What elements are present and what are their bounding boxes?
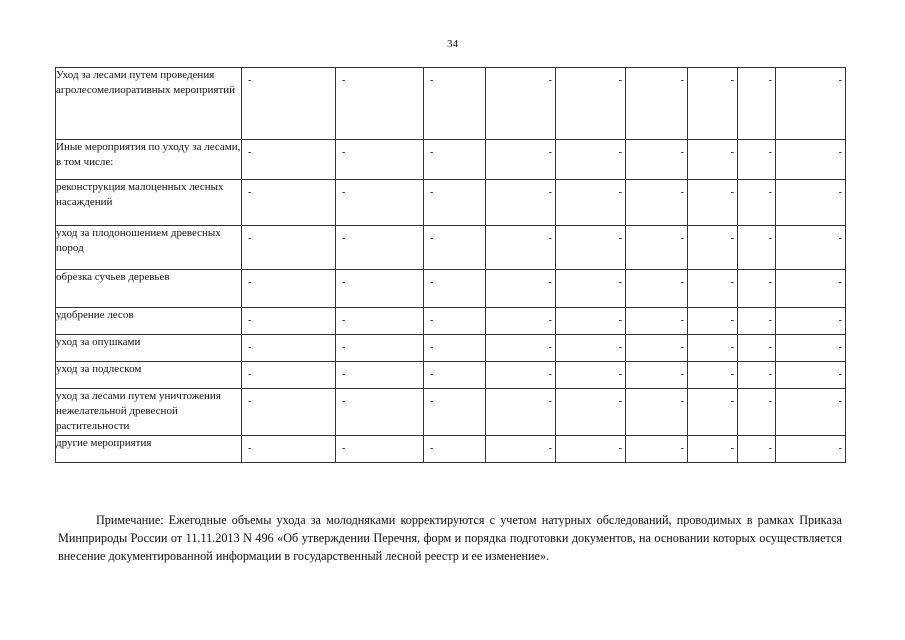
value-cell: [738, 140, 776, 180]
cell-value: -: [342, 277, 346, 288]
value-cell: [242, 226, 336, 270]
cell-value: -: [768, 147, 772, 158]
row-label: другие мероприятия: [56, 436, 242, 463]
cell-value: -: [680, 233, 684, 244]
cell-value: -: [248, 75, 252, 86]
cell-value: -: [730, 315, 734, 326]
cell-value: -: [838, 233, 842, 244]
table-row: [56, 436, 846, 463]
cell-value: -: [768, 233, 772, 244]
value-cell: [688, 389, 738, 436]
value-cell: [776, 308, 846, 335]
value-cell: [776, 335, 846, 362]
table-row: [56, 362, 846, 389]
cell-value: -: [248, 233, 252, 244]
value-cell: [776, 362, 846, 389]
value-cell: [738, 68, 776, 140]
cell-value: -: [680, 75, 684, 86]
value-cell: [424, 180, 486, 226]
value-cell: [424, 308, 486, 335]
cell-value: -: [430, 233, 434, 244]
row-label: обрезка сучьев деревьев: [56, 270, 242, 308]
value-cell: [776, 389, 846, 436]
cell-value: -: [768, 315, 772, 326]
cell-value: -: [548, 75, 552, 86]
cell-value: -: [430, 315, 434, 326]
value-cell: [486, 226, 556, 270]
value-cell: [688, 140, 738, 180]
cell-value: -: [548, 342, 552, 353]
cell-value: -: [680, 396, 684, 407]
cell-value: -: [248, 315, 252, 326]
table-row: [56, 270, 846, 308]
cell-value: -: [680, 369, 684, 380]
value-cell: [486, 308, 556, 335]
row-label: реконструкция малоценных лесных насаждений: [56, 180, 242, 226]
value-cell: [556, 335, 626, 362]
value-cell: [688, 436, 738, 463]
value-cell: [776, 270, 846, 308]
cell-value: -: [618, 187, 622, 198]
table-row: [56, 308, 846, 335]
value-cell: [336, 270, 424, 308]
value-cell: [626, 389, 688, 436]
cell-value: -: [248, 277, 252, 288]
cell-value: -: [618, 369, 622, 380]
cell-value: -: [768, 75, 772, 86]
cell-value: -: [768, 187, 772, 198]
value-cell: [738, 436, 776, 463]
value-cell: [336, 308, 424, 335]
cell-value: -: [430, 443, 434, 454]
cell-value: -: [548, 396, 552, 407]
value-cell: [626, 270, 688, 308]
value-cell: [242, 436, 336, 463]
cell-value: -: [342, 233, 346, 244]
cell-value: -: [248, 369, 252, 380]
value-cell: [556, 140, 626, 180]
cell-value: -: [548, 147, 552, 158]
cell-value: -: [730, 147, 734, 158]
value-cell: [626, 436, 688, 463]
value-cell: [336, 140, 424, 180]
cell-value: -: [342, 75, 346, 86]
value-cell: [242, 308, 336, 335]
value-cell: [424, 140, 486, 180]
cell-value: -: [342, 396, 346, 407]
value-cell: [486, 335, 556, 362]
cell-value: -: [548, 277, 552, 288]
cell-value: -: [838, 75, 842, 86]
cell-value: -: [430, 147, 434, 158]
table-row: [56, 140, 846, 180]
value-cell: [556, 436, 626, 463]
value-cell: [556, 389, 626, 436]
cell-value: -: [730, 187, 734, 198]
value-cell: [486, 68, 556, 140]
cell-value: -: [730, 369, 734, 380]
cell-value: -: [342, 342, 346, 353]
cell-value: -: [838, 277, 842, 288]
value-cell: [776, 140, 846, 180]
row-label: Иные мероприятия по уходу за лесами, в том числе:: [56, 140, 242, 180]
cell-value: -: [680, 315, 684, 326]
cell-value: -: [838, 396, 842, 407]
cell-value: -: [730, 396, 734, 407]
value-cell: [688, 226, 738, 270]
value-cell: [738, 362, 776, 389]
value-cell: [738, 270, 776, 308]
value-cell: [626, 180, 688, 226]
cell-value: -: [768, 443, 772, 454]
value-cell: [688, 335, 738, 362]
cell-value: -: [680, 187, 684, 198]
cell-value: -: [838, 315, 842, 326]
value-cell: [556, 270, 626, 308]
value-cell: [688, 308, 738, 335]
cell-value: -: [548, 443, 552, 454]
value-cell: [336, 335, 424, 362]
cell-value: -: [838, 369, 842, 380]
cell-value: -: [618, 396, 622, 407]
table-row: [56, 68, 846, 140]
cell-value: -: [248, 147, 252, 158]
cell-value: -: [342, 315, 346, 326]
cell-value: -: [768, 369, 772, 380]
cell-value: -: [430, 369, 434, 380]
row-label: Уход за лесами путем проведения агролесомелиоративных мероприятий: [56, 68, 242, 140]
value-cell: [336, 180, 424, 226]
cell-value: -: [248, 187, 252, 198]
cell-value: -: [248, 396, 252, 407]
value-cell: [424, 389, 486, 436]
cell-value: -: [730, 443, 734, 454]
value-cell: [242, 270, 336, 308]
forest-care-table: [55, 67, 846, 463]
value-cell: [776, 436, 846, 463]
row-label: уход за лесами путем уничтожения нежелательной древесной растительности: [56, 389, 242, 436]
cell-value: -: [430, 187, 434, 198]
cell-value: -: [680, 342, 684, 353]
value-cell: [776, 68, 846, 140]
value-cell: [738, 389, 776, 436]
value-cell: [626, 362, 688, 389]
cell-value: -: [548, 233, 552, 244]
cell-value: -: [430, 277, 434, 288]
cell-value: -: [618, 233, 622, 244]
cell-value: -: [548, 369, 552, 380]
row-label: удобрение лесов: [56, 308, 242, 335]
cell-value: -: [548, 187, 552, 198]
value-cell: [336, 389, 424, 436]
cell-value: -: [730, 75, 734, 86]
cell-value: -: [248, 342, 252, 353]
table-row: [56, 180, 846, 226]
value-cell: [556, 308, 626, 335]
cell-value: -: [618, 75, 622, 86]
row-label: уход за плодоношением древесных пород: [56, 226, 242, 270]
value-cell: [688, 270, 738, 308]
value-cell: [424, 270, 486, 308]
cell-value: -: [548, 315, 552, 326]
cell-value: -: [768, 396, 772, 407]
cell-value: -: [430, 396, 434, 407]
footnote: Примечание: Ежегодные объемы ухода за молодняками корректируются с учетом натурных обследований, проводимых в рамках Приказа Минприроды России от 11.11.2013 N 496 «Об утверждении Перечня, форм и порядка подготовки документов, на основании которых осуществляется внесение документированной информации в государственный лесной реестр и ее изменение».: [58, 513, 842, 564]
cell-value: -: [618, 277, 622, 288]
cell-value: -: [680, 147, 684, 158]
value-cell: [738, 308, 776, 335]
cell-value: -: [342, 147, 346, 158]
cell-value: -: [680, 443, 684, 454]
value-cell: [738, 226, 776, 270]
cell-value: -: [248, 443, 252, 454]
value-cell: [424, 436, 486, 463]
value-cell: [424, 226, 486, 270]
cell-value: -: [768, 277, 772, 288]
cell-value: -: [680, 277, 684, 288]
value-cell: [424, 68, 486, 140]
value-cell: [556, 68, 626, 140]
value-cell: [242, 362, 336, 389]
value-cell: [424, 362, 486, 389]
cell-value: -: [768, 342, 772, 353]
cell-value: -: [618, 147, 622, 158]
cell-value: -: [430, 342, 434, 353]
value-cell: [242, 180, 336, 226]
table-row: [56, 335, 846, 362]
row-label: уход за опушками: [56, 335, 242, 362]
value-cell: [336, 362, 424, 389]
cell-value: -: [838, 342, 842, 353]
value-cell: [242, 389, 336, 436]
value-cell: [626, 140, 688, 180]
value-cell: [242, 68, 336, 140]
value-cell: [242, 335, 336, 362]
value-cell: [336, 68, 424, 140]
value-cell: [738, 335, 776, 362]
table-row: [56, 389, 846, 436]
value-cell: [424, 335, 486, 362]
cell-value: -: [618, 443, 622, 454]
value-cell: [688, 68, 738, 140]
value-cell: [738, 180, 776, 226]
value-cell: [626, 308, 688, 335]
value-cell: [336, 226, 424, 270]
cell-value: -: [838, 187, 842, 198]
cell-value: -: [618, 342, 622, 353]
value-cell: [336, 436, 424, 463]
value-cell: [556, 362, 626, 389]
value-cell: [486, 270, 556, 308]
cell-value: -: [342, 443, 346, 454]
value-cell: [486, 362, 556, 389]
value-cell: [486, 389, 556, 436]
value-cell: [688, 362, 738, 389]
value-cell: [556, 180, 626, 226]
cell-value: -: [730, 277, 734, 288]
row-label: уход за подлеском: [56, 362, 242, 389]
cell-value: -: [838, 147, 842, 158]
cell-value: -: [342, 369, 346, 380]
value-cell: [486, 436, 556, 463]
value-cell: [556, 226, 626, 270]
value-cell: [486, 180, 556, 226]
value-cell: [776, 180, 846, 226]
page-number: 34: [447, 38, 458, 50]
value-cell: [626, 335, 688, 362]
value-cell: [626, 68, 688, 140]
value-cell: [486, 140, 556, 180]
cell-value: -: [342, 187, 346, 198]
cell-value: -: [730, 342, 734, 353]
cell-value: -: [430, 75, 434, 86]
table-row: [56, 226, 846, 270]
cell-value: -: [838, 443, 842, 454]
value-cell: [776, 226, 846, 270]
value-cell: [626, 226, 688, 270]
cell-value: -: [618, 315, 622, 326]
value-cell: [688, 180, 738, 226]
cell-value: -: [730, 233, 734, 244]
value-cell: [242, 140, 336, 180]
